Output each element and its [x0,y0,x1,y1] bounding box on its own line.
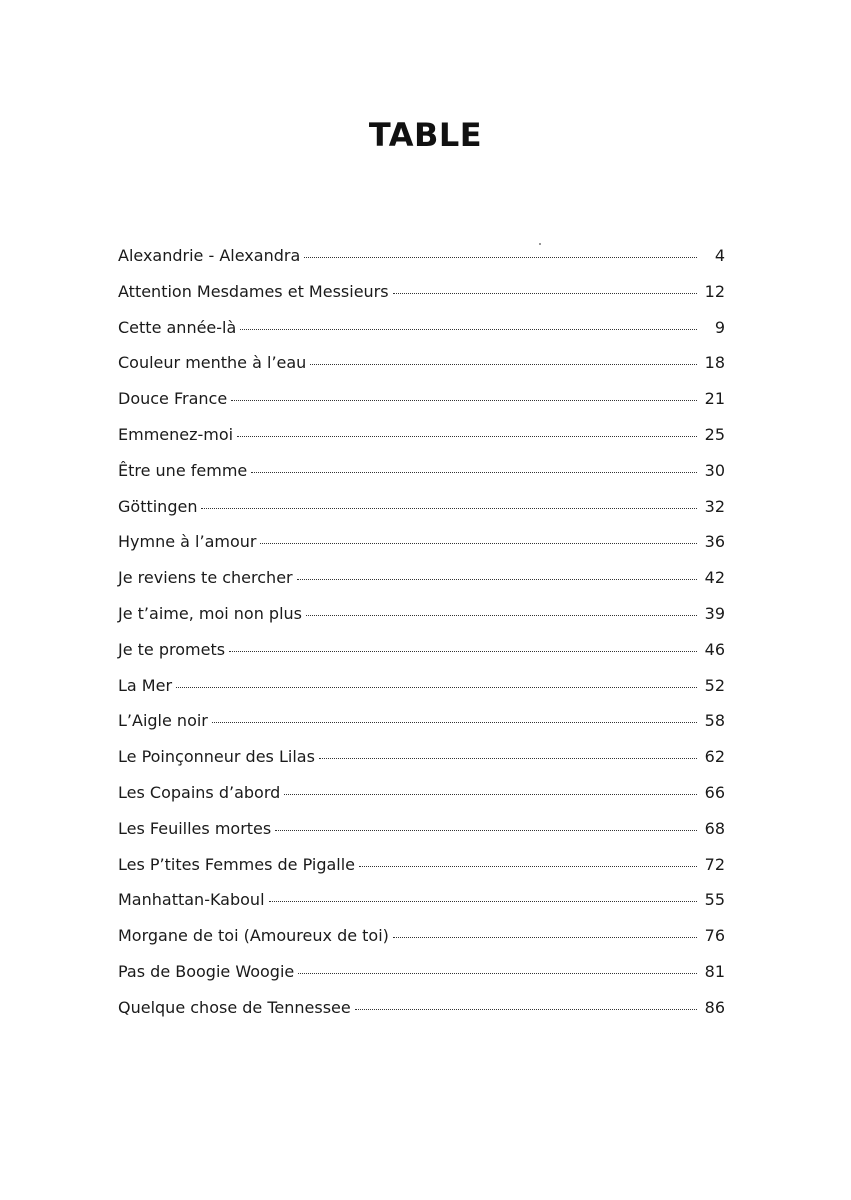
toc-entry-title: Morgane de toi (Amoureux de toi) [118,926,389,946]
toc-entry [118,596,725,632]
toc-entry-page-number: 76 [704,926,725,946]
toc-entry-page-number: 30 [704,460,725,480]
dot-leader [269,901,697,902]
dot-leader [298,973,697,974]
toc-entry-title: Emmenez-moi [118,424,234,444]
toc-entry-title: Être une femme [118,460,248,480]
toc-entry [118,489,725,525]
dot-leader [306,615,697,616]
toc-entry-title: Couleur menthe à l’eau [118,353,307,373]
toc-entry-page-number: 25 [704,424,725,444]
toc-entry-page-number: 18 [704,353,725,373]
dot-leader [310,364,697,365]
toc-entry [118,560,725,596]
toc-entry-page-number: 4 [714,246,725,265]
toc-entry-page-number: 72 [704,854,725,874]
toc-entry [118,954,725,990]
dot-leader [319,758,697,759]
toc-entry [118,882,725,918]
toc-entry-title: Pas de Boogie Woogie [118,961,295,981]
dot-leader [304,257,697,258]
toc-entry-page-number: 66 [704,782,725,802]
dot-leader [297,579,697,580]
toc-entry-page-number: 12 [704,281,725,301]
toc-entry [118,453,725,489]
toc-entry-title: Göttingen [118,496,198,516]
dot-leader [260,543,697,544]
toc-entry-page-number: 32 [704,496,725,516]
toc-entry-page-number: 81 [704,961,725,981]
toc-entry-page-number: 9 [714,317,725,337]
toc-entry [118,345,725,381]
toc-entry-page-number: 86 [704,997,725,1017]
toc-entry [118,811,725,847]
toc-entry [118,703,725,739]
toc-entry-title: Alexandrie - Alexandra [118,246,301,265]
toc-entry [118,417,725,453]
toc-entry-title: Manhattan-Kaboul [118,890,265,910]
toc-entry-page-number: 46 [704,639,725,659]
dot-leader [201,508,697,509]
toc-entry-page-number: 62 [704,747,725,767]
dot-leader [240,329,697,330]
toc-entry [118,310,725,346]
toc-entry-title: Cette année-là [118,317,237,337]
toc-entry-page-number: 55 [704,890,725,910]
toc-entry-title: Les Feuilles mortes [118,818,272,838]
toc-entry-title: Quelque chose de Tennessee [118,997,351,1017]
toc-entry-page-number: 36 [704,532,725,552]
dot-leader [284,794,697,795]
toc-entry-title: Le Poinçonneur des Lilas [118,747,315,767]
toc-entry-title: Attention Mesdames et Messieurs [118,281,389,301]
toc-entry-title: Hymne à l’amour [118,532,257,552]
toc-entry-page-number: 58 [704,711,725,731]
toc-entry-title: Je reviens te chercher [118,568,293,588]
dot-leader [355,1009,697,1010]
toc-entry [118,238,725,274]
toc-entry-page-number: 68 [704,818,725,838]
toc-entry [118,990,725,1026]
toc-entry [118,632,725,668]
toc-entry-page-number: 42 [704,568,725,588]
toc-entry [118,274,725,310]
toc-entry-page-number: 39 [704,603,725,623]
toc-entry-title: Douce France [118,389,228,409]
toc-entry [118,668,725,704]
dot-leader [237,436,697,437]
toc-entry [118,524,725,560]
dot-leader [212,722,697,723]
page-title: TABLE [368,116,483,154]
dot-leader [251,472,697,473]
toc-entry [118,847,725,883]
toc-entry-title: Les Copains d’abord [118,782,281,802]
toc-entry [118,775,725,811]
toc-entry-title: Les P’tites Femmes de Pigalle [118,854,356,874]
dot-leader [393,293,697,294]
dot-leader [393,937,697,938]
toc-entry [118,739,725,775]
toc-entry-page-number: 21 [704,389,725,409]
dot-leader [229,651,697,652]
toc-entry [118,381,725,417]
toc-entry-title: Je te promets [118,639,226,659]
dot-leader [231,400,697,401]
toc-entry-page-number: 52 [704,675,725,695]
dot-leader [176,687,697,688]
toc-entry [118,918,725,954]
toc-entry-title: Je t’aime, moi non plus [118,603,302,623]
toc-entry-title: La Mer [118,675,173,695]
dot-leader [275,830,697,831]
table-of-contents [118,238,725,1026]
dot-leader [359,866,697,867]
toc-entry-title: L’Aigle noir [118,711,208,731]
